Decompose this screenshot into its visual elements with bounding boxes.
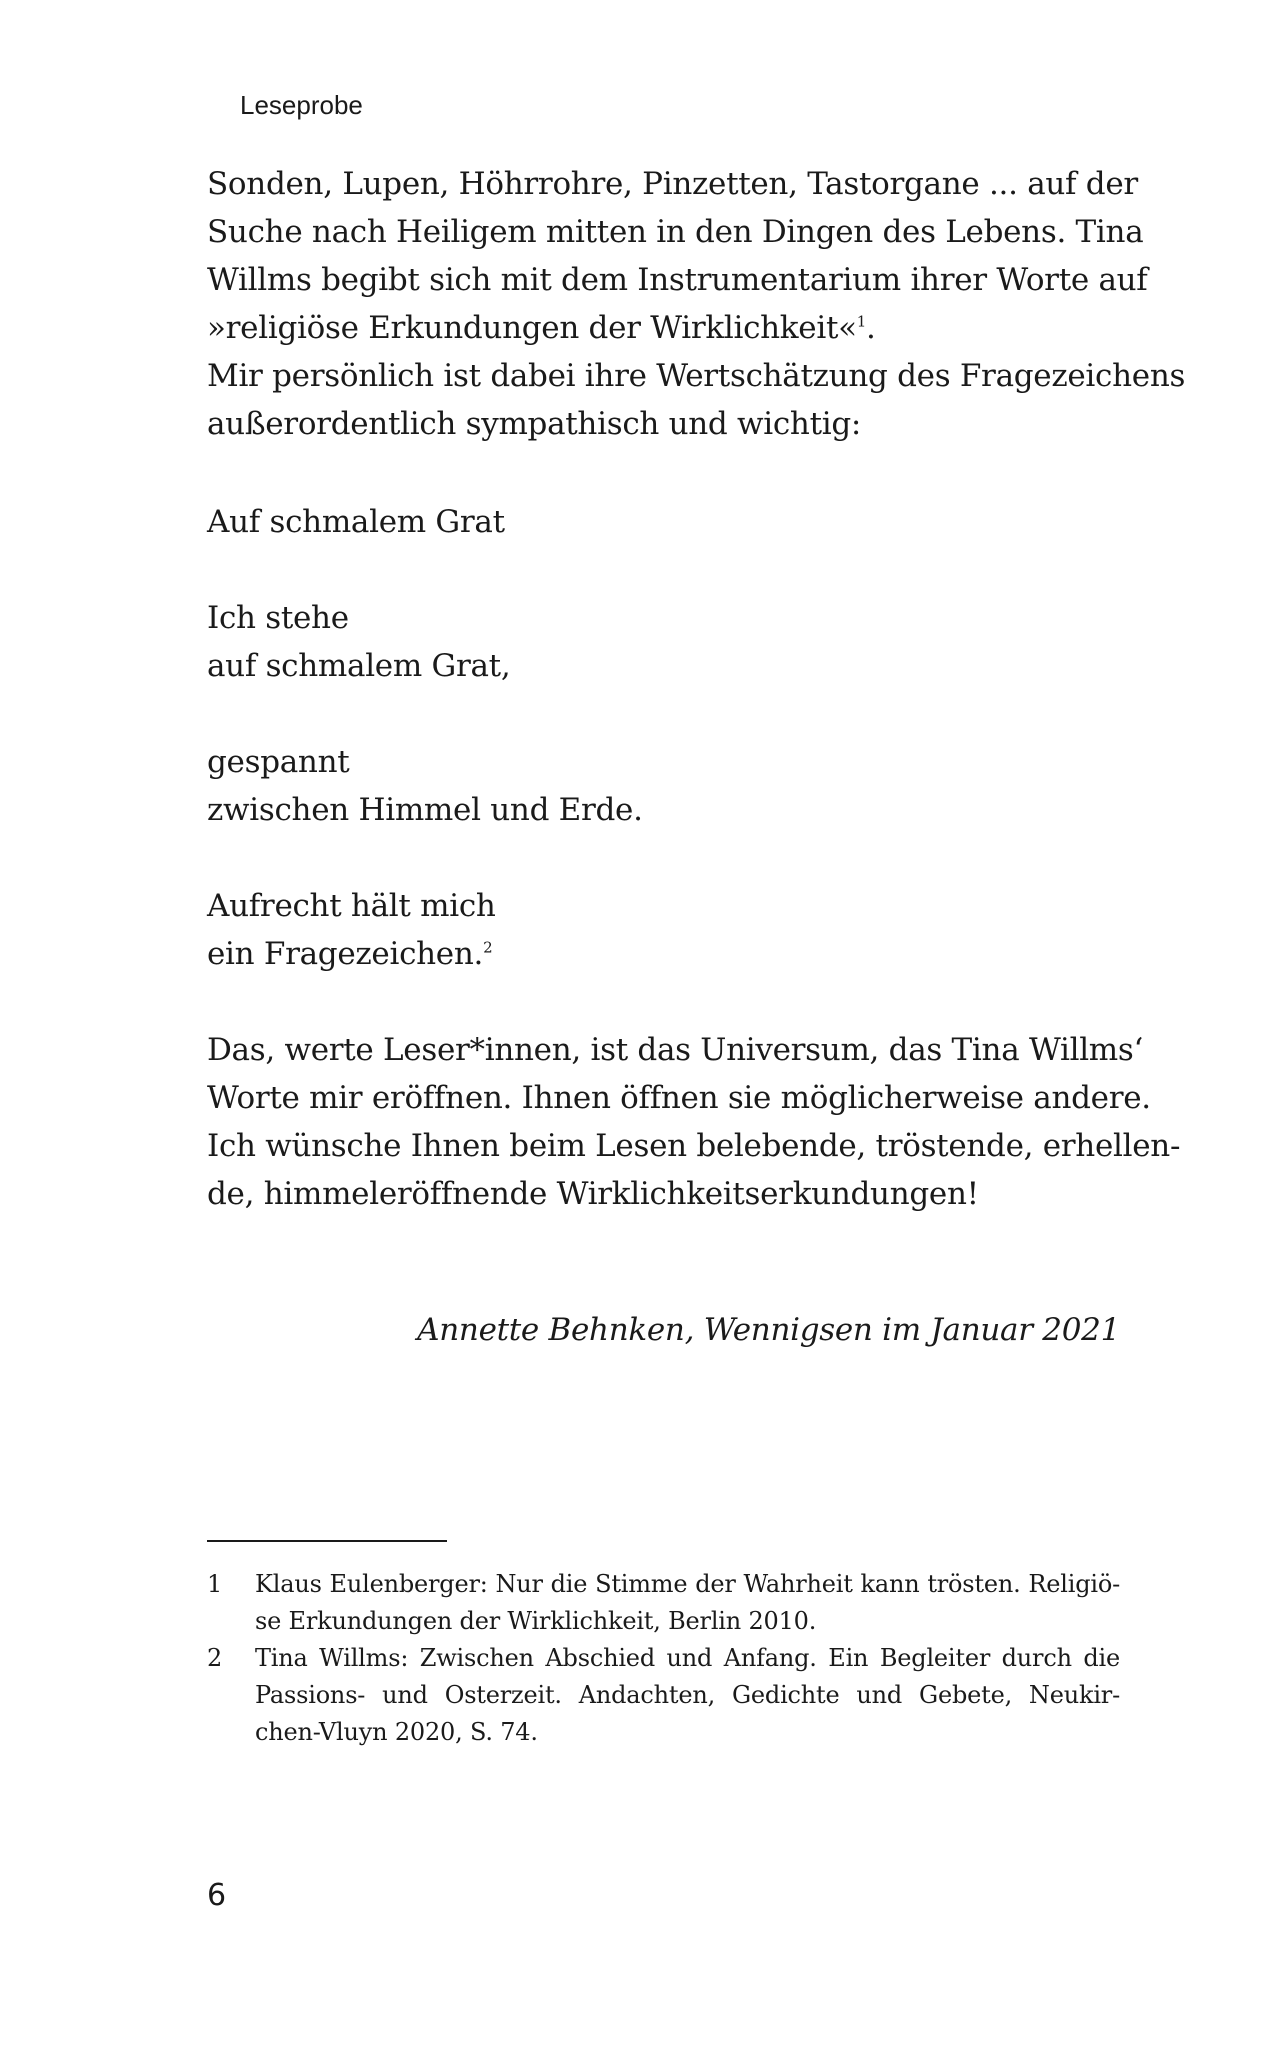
footnote-text <box>255 1640 1120 1751</box>
footnote-line: Passions- und Osterzeit. Andachten, Gedichte und Gebete, Neukir- <box>255 1681 1120 1709</box>
footnote-divider <box>207 1540 447 1542</box>
text-line <box>207 304 1120 352</box>
poem-line-content: ein Fragezeichen. <box>207 936 484 972</box>
text-line: Worte mir eröffnen. Ihnen öffnen sie möglicherweise andere. <box>207 1080 1151 1116</box>
text-line: Das, werte Leser*innen, ist das Universum, das Tina Willms‘ <box>207 1032 1144 1068</box>
poem-title: Auf schmalem Grat <box>207 504 505 540</box>
poem-line: gespannt <box>207 744 350 780</box>
poem-stanza-2 <box>207 738 1120 834</box>
closing-paragraph <box>207 1026 1181 1218</box>
footnote-number: 1 <box>207 1570 223 1598</box>
text-line: Suche nach Heiligem mitten in den Dingen des Lebens. Tina <box>207 214 1144 250</box>
page-number: 6 <box>207 1878 227 1913</box>
text-line-content: »religiöse Erkundungen der Wirklichkeit« <box>207 310 857 346</box>
text-line: Ich wünsche Ihnen beim Lesen belebende, tröstende, erhellen- <box>207 1128 1181 1164</box>
footnote-marker: 1 <box>856 312 867 331</box>
text-line: Sonden, Lupen, Höhrrohre, Pinzetten, Tastorgane ... auf der <box>207 166 1138 202</box>
text-line: außerordentlich sympathisch und wichtig: <box>207 406 862 442</box>
text-line: Willms begibt sich mit dem Instrumentarium ihrer Worte auf <box>207 262 1148 298</box>
footnote-item <box>207 1640 1120 1751</box>
footnote-text <box>255 1566 1120 1640</box>
footnotes <box>207 1566 1120 1751</box>
poem-line: Ich stehe <box>207 600 349 636</box>
poem-stanza-1 <box>207 594 1120 690</box>
poem-line: zwischen Himmel und Erde. <box>207 792 643 828</box>
text-line: Mir persönlich ist dabei ihre Wertschätzung des Fragezeichens <box>207 358 1186 394</box>
poem-stanza-3 <box>207 882 1120 978</box>
footnote-number: 2 <box>207 1644 223 1672</box>
poem-line: auf schmalem Grat, <box>207 648 511 684</box>
footnote-line: Klaus Eulenberger: Nur die Stimme der Wahrheit kann trösten. Religiö- <box>255 1570 1120 1598</box>
poem-line: Aufrecht hält mich <box>207 888 496 924</box>
text-line: de, himmeleröffnende Wirklichkeitserkundungen! <box>207 1176 979 1212</box>
poem <box>207 498 1120 546</box>
signature: Annette Behnken, Wennigsen im Januar 2021 <box>417 1312 1120 1348</box>
footnote-marker: 2 <box>483 938 493 957</box>
footnote-line: se Erkundungen der Wirklichkeit, Berlin 2010. <box>255 1607 817 1635</box>
page-header-label: Leseprobe <box>240 90 363 120</box>
intro-paragraph <box>207 160 1186 448</box>
poem-line <box>207 930 1120 978</box>
footnote-line: Tina Willms: Zwischen Abschied und Anfang. Ein Begleiter durch die <box>255 1644 1120 1672</box>
text-line-end: . <box>866 310 876 346</box>
footnote-item <box>207 1566 1120 1640</box>
footnote-line: chen-Vluyn 2020, S. 74. <box>255 1718 538 1746</box>
